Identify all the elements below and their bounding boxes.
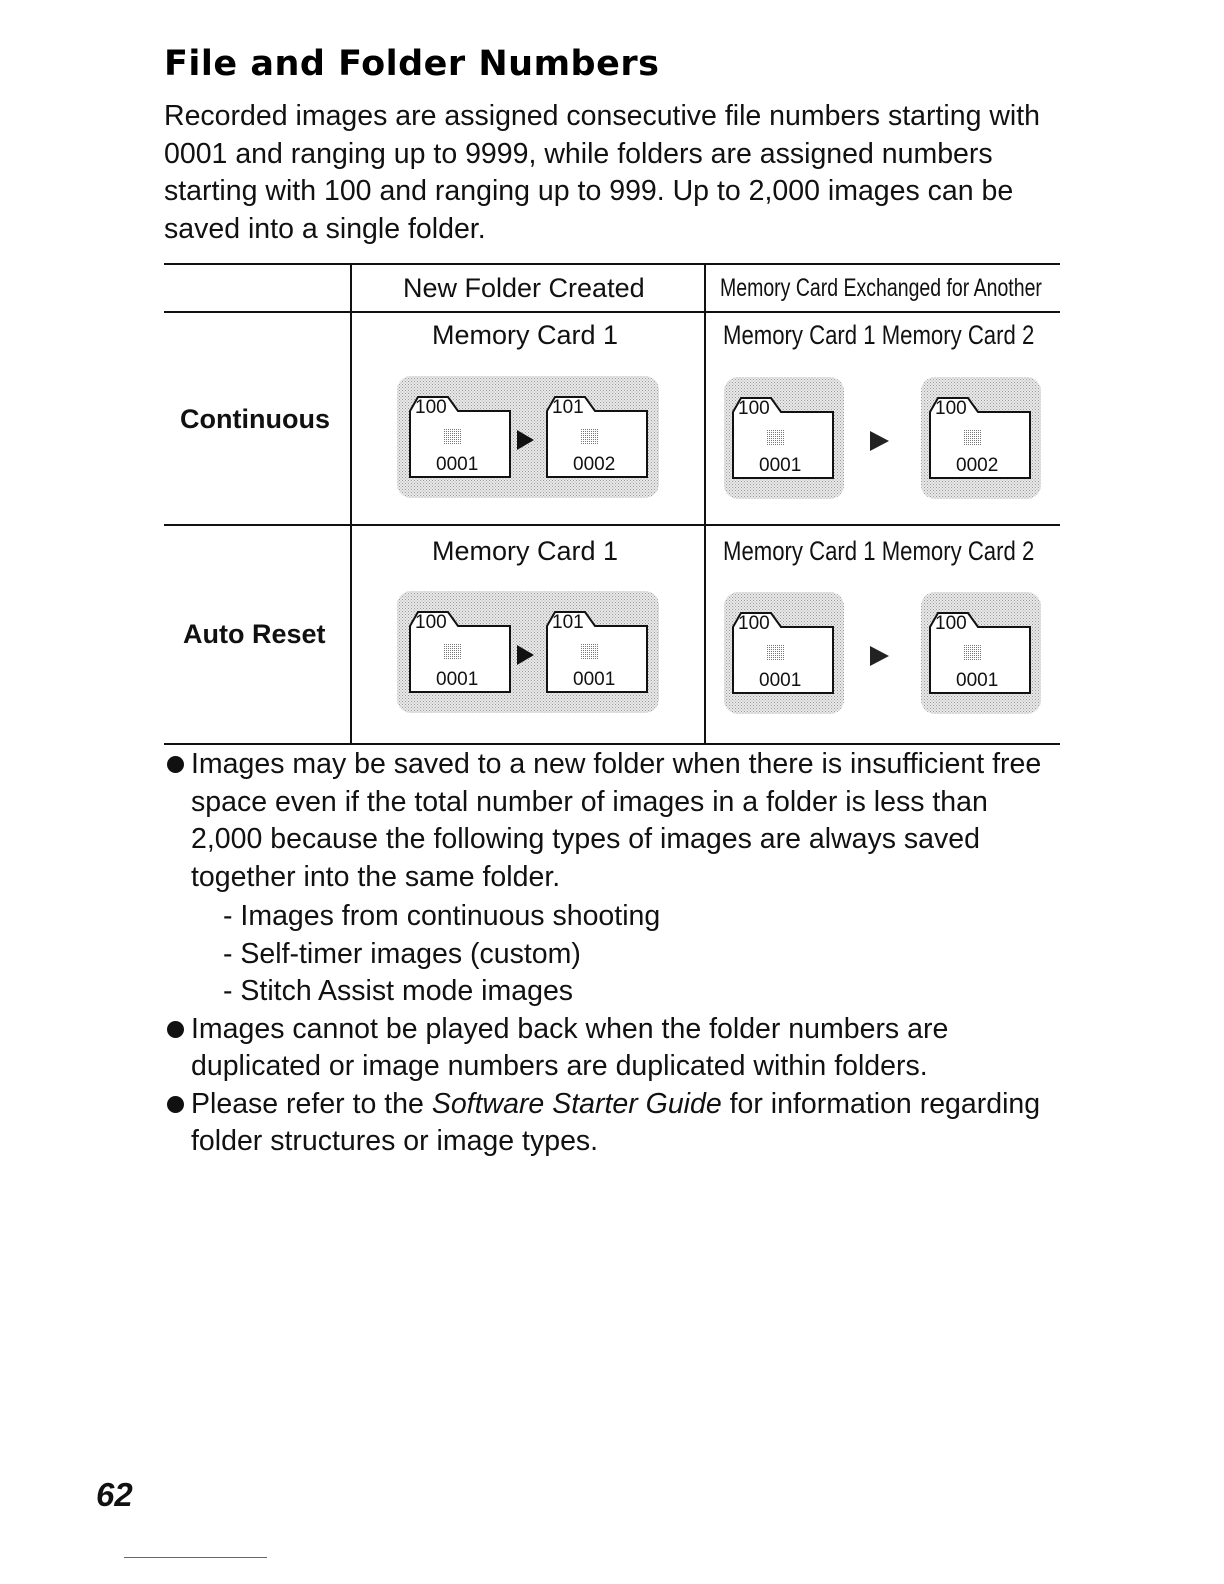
caption-row2-card-exchanged: Memory Card 1 Memory Card 2 xyxy=(723,536,1035,566)
arrow-icon xyxy=(870,646,889,666)
header-memory-card-exchanged: Memory Card Exchanged for Another xyxy=(720,274,1042,302)
folder-number: 100 xyxy=(415,397,447,418)
caption-row2-new-folder: Memory Card 1 xyxy=(432,536,619,566)
file-number: 0002 xyxy=(573,454,616,475)
bullet-icon xyxy=(167,1021,184,1038)
file-number: 0001 xyxy=(573,669,616,690)
folder-number: 100 xyxy=(738,613,770,634)
footer-rule xyxy=(124,1557,267,1558)
arrow-icon xyxy=(870,431,889,451)
note-item xyxy=(164,1011,1044,1086)
folder-number: 100 xyxy=(738,398,770,419)
sub-list xyxy=(223,898,1044,1011)
bullet-icon xyxy=(167,756,184,773)
sub-item: - Images from continuous shooting xyxy=(223,900,661,932)
caption-row1-card-exchanged: Memory Card 1 Memory Card 2 xyxy=(723,320,1035,350)
row-label-continuous: Continuous xyxy=(180,404,330,434)
caption-row1-new-folder: Memory Card 1 xyxy=(432,320,619,350)
folder-number-table xyxy=(164,263,1060,745)
diagram-row2-single-card xyxy=(396,590,660,714)
note-text-post: for information regarding folder structures or image types. xyxy=(191,1087,1041,1157)
note-item xyxy=(164,1086,1044,1161)
file-number: 0001 xyxy=(436,669,479,690)
note-text: Images may be saved to a new folder when there is insufficient free space even if the total number of images in a folder is less than 2,000 because the following types of images are always saved together into the same folder. xyxy=(191,748,1042,893)
table-col-divider-2 xyxy=(704,265,706,743)
folder-number: 100 xyxy=(935,613,967,634)
file-number: 0001 xyxy=(759,670,802,691)
note-text-pre: Please refer to the xyxy=(191,1087,432,1120)
file-number: 0001 xyxy=(956,670,999,691)
note-text: Images cannot be played back when the folder numbers are duplicated or image numbers are duplicated within folders. xyxy=(191,1012,949,1082)
folder-number: 100 xyxy=(935,398,967,419)
diagram-row1-two-cards xyxy=(723,376,1043,500)
row-label-auto-reset: Auto Reset xyxy=(183,619,326,649)
header-new-folder-created: New Folder Created xyxy=(403,273,645,303)
table-row-divider xyxy=(164,524,1060,526)
note-item xyxy=(164,746,1044,1011)
folder-number: 101 xyxy=(552,397,584,418)
bullet-icon xyxy=(167,1096,184,1113)
table-col-divider-1 xyxy=(350,265,352,743)
file-number: 0001 xyxy=(759,455,802,476)
intro-paragraph: Recorded images are assigned consecutive file numbers starting with 0001 and ranging up to 9999, while folders are assigned numbers starting with 100 and ranging up to 999. Up to 2,000 images can be saved into a single folder. xyxy=(164,100,1041,245)
page-number: 62 xyxy=(96,1476,133,1513)
diagram-row1-single-card xyxy=(396,375,660,499)
notes-list xyxy=(164,746,1044,1161)
page-title: File and Folder Numbers xyxy=(164,44,660,84)
file-number: 0001 xyxy=(436,454,479,475)
sub-item: - Self-timer images (custom) xyxy=(223,937,581,970)
sub-item: - Stitch Assist mode images xyxy=(223,975,574,1007)
diagram-row2-two-cards xyxy=(723,591,1043,715)
folder-number: 101 xyxy=(552,612,584,633)
folder-number: 100 xyxy=(415,612,447,633)
table-header-rule xyxy=(164,311,1060,313)
software-starter-guide-ref: Software Starter Guide xyxy=(431,1087,722,1120)
file-number: 0002 xyxy=(956,455,999,476)
